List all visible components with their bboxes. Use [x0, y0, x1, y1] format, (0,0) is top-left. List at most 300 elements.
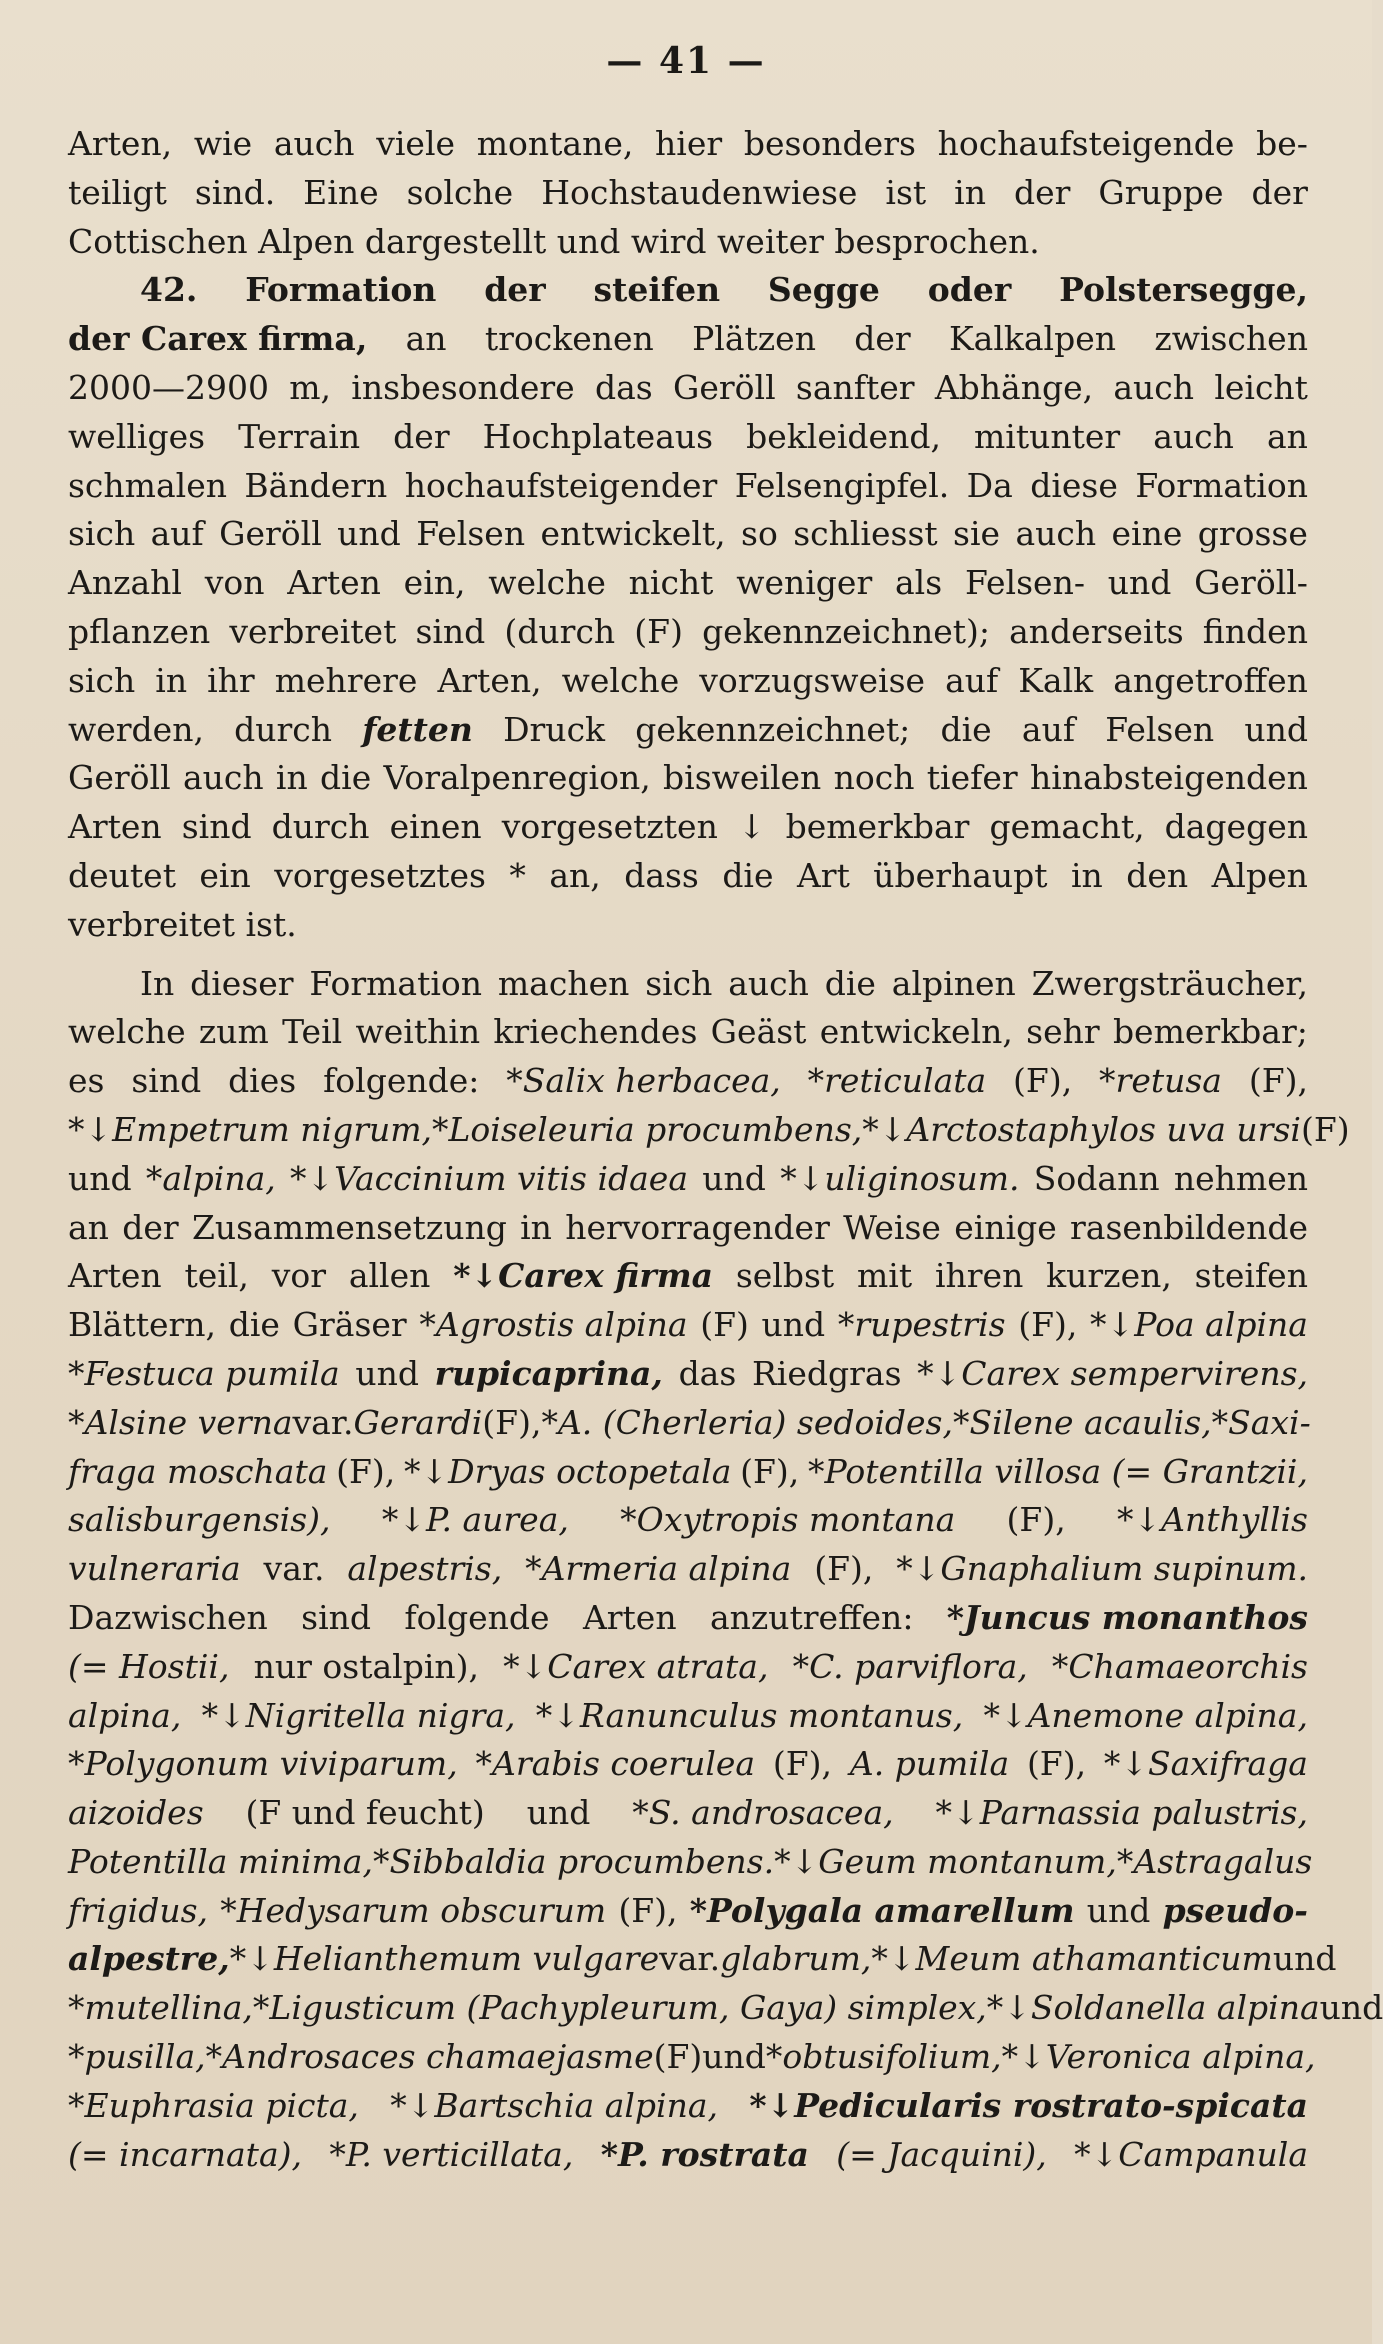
text-line [68, 1155, 1308, 1204]
word: nicht [628, 563, 714, 603]
word: gekennzeichnet; [635, 709, 911, 749]
word: *↓Nigritella nigra, [201, 1695, 516, 1735]
word: *Salix herbacea, [506, 1061, 781, 1101]
word: sich [68, 660, 136, 700]
word: der [854, 319, 911, 359]
word: an [68, 1207, 109, 1247]
word: fetten [362, 709, 473, 749]
word: *Polygonum viviparum, [68, 1744, 458, 1784]
word: so [741, 514, 778, 554]
word: an [1266, 416, 1308, 456]
word: bekleidend, [746, 416, 941, 456]
word: Gruppe [1098, 172, 1224, 212]
word: auf [945, 660, 999, 700]
word: *↓Anthyllis [1116, 1500, 1308, 1540]
word: der [1013, 172, 1071, 212]
word: vulneraria [68, 1549, 241, 1589]
word: Teil [282, 1012, 343, 1052]
word: hier [655, 124, 723, 163]
word: var. [292, 1402, 354, 1442]
word: vor [271, 1256, 326, 1296]
word: Polstersegge, [1059, 270, 1308, 310]
word: mehrere [274, 660, 418, 700]
word: einen [389, 807, 482, 847]
word: bemerkbar; [1112, 1012, 1308, 1052]
text-line [68, 1204, 1308, 1253]
word: *P. rostrata [600, 2134, 809, 2174]
word: mitunter [974, 416, 1121, 456]
word: sind. [194, 172, 276, 212]
word: (F) [700, 1305, 749, 1345]
word: wie [193, 124, 253, 163]
word: Segge [767, 270, 880, 310]
word: A. pumila [849, 1744, 1010, 1784]
word: *rupestris [837, 1305, 1006, 1345]
word: *↓Campanula [1074, 2134, 1308, 2174]
word: *Potentilla villosa (= Grantzii, [807, 1451, 1308, 1491]
word: auf [150, 514, 204, 554]
word: auch [182, 758, 264, 798]
word: *Androsaces chamaejasme [205, 2037, 654, 2077]
word: der [122, 1207, 179, 1247]
word: In [140, 963, 175, 1003]
word: Plätzen [692, 319, 816, 359]
word: Gerardi [353, 1402, 483, 1442]
word: *C. parviflora, [792, 1646, 1028, 1686]
word: Anzahl [68, 563, 182, 603]
word: Felsengipfel. [734, 465, 950, 505]
word: Zusammensetzung [191, 1207, 507, 1247]
word: grosse [1197, 514, 1308, 554]
word: *Hedysarum obscurum [220, 1890, 607, 1930]
word: die [228, 1305, 280, 1345]
word: *↓Empetrum nigrum, [68, 1109, 432, 1149]
word: Sodann [1033, 1158, 1160, 1198]
word: in [275, 758, 308, 798]
word: bisweilen [663, 758, 822, 798]
word: *Oxytropis montana [620, 1500, 956, 1540]
word: alpestris, [347, 1549, 503, 1589]
word: 2000—2900 [68, 367, 269, 407]
word: *↓Dryas octopetala [403, 1451, 732, 1491]
word: rasenbildende [1070, 1207, 1308, 1247]
text-line [68, 1740, 1308, 1789]
text-line [68, 1935, 1337, 1984]
word: *A. (Cherleria) sedoides, [541, 1402, 953, 1442]
word: an [405, 319, 447, 359]
text-line [68, 2033, 1316, 2082]
word: Zwergsträucher, [1031, 963, 1308, 1003]
word: eine [1111, 514, 1183, 554]
text-line [68, 1448, 1308, 1497]
text-line [68, 2082, 1308, 2131]
word: folgende: [323, 1061, 480, 1101]
page-number: — 41 — [606, 40, 766, 82]
word: *S. androsacea, [632, 1793, 894, 1833]
word: sich [68, 514, 136, 554]
word: *↓Carex atrata, [503, 1646, 769, 1686]
text-line [68, 1984, 1383, 2033]
word: *P. verticillata, [329, 2134, 574, 2174]
word: pseudo- [1162, 1890, 1308, 1930]
word: (= incarnata), [68, 2134, 302, 2174]
word: Blättern, [68, 1305, 217, 1345]
word: salisburgensis), [68, 1500, 331, 1540]
word: Hochstaudenwiese [541, 172, 858, 212]
word: dieser [190, 963, 294, 1003]
word: zum [198, 1012, 269, 1052]
word: var. [263, 1549, 325, 1589]
word: schmalen [68, 465, 227, 505]
word: *↓Veronica alpina, [1001, 2037, 1316, 2077]
word: vorgesetztes [274, 855, 486, 895]
word: (= Hostii, [68, 1646, 230, 1686]
word: Cottischen Alpen dargestellt und wird weiter besprochen. [68, 221, 1040, 261]
word: durch [234, 709, 333, 749]
word: *↓Parnassia palustris, [935, 1793, 1308, 1833]
word: sanfter [795, 367, 915, 407]
word: *↓uliginosum. [780, 1158, 1020, 1198]
word: steifen [1194, 1256, 1308, 1296]
word: sich [645, 963, 713, 1003]
word: (F), [1018, 1305, 1078, 1345]
word: teil, [184, 1256, 249, 1296]
word: Arten, [437, 660, 542, 700]
word: es [68, 1061, 105, 1101]
word: *↓Soldanella alpina [986, 1988, 1320, 2028]
word: (= Jacquini), [836, 2134, 1047, 2174]
word: und [761, 1305, 826, 1345]
text-line [68, 1545, 1308, 1594]
text-line [68, 852, 1308, 901]
text-line [68, 559, 1308, 608]
text-line [68, 706, 1308, 755]
word: in [155, 660, 188, 700]
word: sind [131, 1061, 202, 1101]
word: (F) [653, 2037, 703, 2077]
word: *Silene acaulis, [952, 1402, 1212, 1442]
word: weithin [355, 1012, 481, 1052]
text-line [68, 510, 1308, 559]
text-line [68, 1399, 1311, 1448]
word: der Carex firma, [68, 319, 368, 359]
word: *reticulata [807, 1061, 987, 1101]
word: Eine [303, 172, 379, 212]
word: Formation [245, 270, 437, 310]
word: Geröll [672, 367, 776, 407]
word: *↓Carex firma [453, 1256, 714, 1296]
word: ihren [934, 1256, 1024, 1296]
text-line [68, 364, 1308, 413]
word: trockenen [484, 319, 654, 359]
word: *Saxi- [1211, 1402, 1311, 1442]
word: rupicaprina, [434, 1353, 663, 1393]
word: *↓Saxifraga [1103, 1744, 1308, 1784]
word: das [678, 1353, 737, 1393]
text-line [68, 218, 1308, 267]
word: *↓Pedicularis rostrato-spicata [749, 2085, 1308, 2125]
word: Geäst [710, 1012, 807, 1052]
word: *Juncus monanthos [946, 1597, 1308, 1637]
word: sind [301, 1597, 372, 1637]
word: *↓Arctostaphylos uva ursi [862, 1109, 1301, 1149]
word: var. [659, 1939, 721, 1979]
word: sind [181, 807, 252, 847]
word: sie [953, 514, 1001, 554]
word: glabrum, [720, 1939, 872, 1979]
word: (F), [740, 1451, 800, 1491]
text-line [68, 169, 1308, 218]
word: *Euphrasia picta, [68, 2085, 359, 2125]
text-line [68, 1301, 1308, 1350]
word: Formation [1135, 465, 1308, 505]
word: *Alsine verna [68, 1402, 293, 1442]
text-line [68, 1008, 1308, 1057]
text-line [68, 1594, 1308, 1643]
word: solche [406, 172, 514, 212]
word: *Arabis coerulea [475, 1744, 756, 1784]
word: werden, [68, 709, 204, 749]
word: den [1126, 855, 1189, 895]
word: tiefer [926, 758, 1018, 798]
word: Terrain [238, 416, 361, 456]
word: (F), [1006, 1500, 1066, 1540]
word: und [68, 1158, 132, 1198]
word: ist [885, 172, 927, 212]
word: kriechendes [493, 1012, 698, 1052]
word: Dazwischen [68, 1597, 268, 1637]
word: * [509, 855, 526, 895]
word: *↓Poa alpina [1090, 1305, 1308, 1345]
word: der [484, 270, 546, 310]
word: *↓Meum athamanticum [871, 1939, 1273, 1979]
word: *↓Ranunculus montanus, [535, 1695, 964, 1735]
word: *Loiseleuria procumbens, [432, 1109, 863, 1149]
text-line [68, 266, 1308, 315]
word: noch [833, 758, 915, 798]
word: *alpina, [145, 1158, 276, 1198]
word: in [520, 1207, 552, 1247]
word: an, [549, 855, 601, 895]
word: *retusa [1099, 1061, 1222, 1101]
text-line [68, 1496, 1308, 1545]
word: frigidus, [68, 1890, 209, 1930]
word: Geröll [68, 758, 171, 798]
word: entwickeln, [819, 1012, 1013, 1052]
word: ein [199, 855, 251, 895]
word: ihr [207, 660, 255, 700]
word: auch [728, 963, 809, 1003]
word: in [1070, 855, 1103, 895]
word: *Chamaeorchis [1051, 1646, 1308, 1686]
text-line [68, 1838, 1313, 1887]
word: (F), [336, 1451, 396, 1491]
word: *Ligusticum (Pachypleurum, Gaya) simplex, [252, 1988, 987, 2028]
word: auf [1021, 709, 1076, 749]
text-line [68, 1252, 1308, 1301]
text-line [68, 413, 1308, 462]
word: *↓P. aurea, [381, 1500, 569, 1540]
text-line [68, 1887, 1308, 1936]
word: der [1251, 172, 1308, 212]
word: *Astragalus [1116, 1841, 1313, 1881]
word: die [824, 963, 876, 1003]
word: besonders [743, 124, 916, 163]
word: und [1272, 1939, 1337, 1979]
word: ein, [403, 563, 466, 603]
text-line [68, 315, 1308, 364]
word: Felsen [416, 514, 526, 554]
word: machen [497, 963, 630, 1003]
word: dies [228, 1061, 297, 1101]
word: vorgesetzten [501, 807, 718, 847]
word: schliesst [793, 514, 938, 554]
word: *Agrostis alpina [419, 1305, 688, 1345]
text-line [68, 1789, 1308, 1838]
word: *Festuca pumila [68, 1353, 340, 1393]
word: Riedgras [751, 1353, 902, 1393]
word: welche [488, 563, 606, 603]
text-line [68, 960, 1308, 1009]
word: allen [348, 1256, 431, 1296]
word: Weise [843, 1207, 941, 1247]
word: Geröll [219, 514, 322, 554]
word: von [204, 563, 265, 603]
word: entwickelt, [540, 514, 726, 554]
word: (F), [482, 1402, 542, 1442]
word: Geröll- [1194, 563, 1308, 603]
word: die [722, 855, 774, 895]
word: *↓Vaccinium vitis idaea [290, 1158, 689, 1198]
word: ↓ [737, 807, 766, 847]
text-line [68, 1643, 1308, 1692]
word: verbreitet ist. [68, 904, 297, 944]
word: als [895, 563, 943, 603]
word: finden [1202, 611, 1308, 651]
word: Art [796, 855, 850, 895]
word: hervorragender [565, 1207, 830, 1247]
body-text [68, 120, 1383, 2179]
word: *pusilla, [68, 2037, 206, 2077]
word: (durch [504, 611, 616, 651]
word: alpina, [68, 1695, 182, 1735]
word: gemacht, [989, 807, 1145, 847]
word: und [355, 1353, 419, 1393]
word: Alpen [1211, 855, 1308, 895]
word: durch [271, 807, 370, 847]
word: Kalkalpen [949, 319, 1117, 359]
word: *Polygala amarellum [689, 1890, 1075, 1930]
word: (F) [1300, 1109, 1350, 1149]
word: der [393, 416, 450, 456]
word: *Armeria alpina [525, 1549, 792, 1589]
word: Abhänge, [934, 367, 1094, 407]
word: Da [966, 465, 1013, 505]
word: die [320, 758, 372, 798]
word: einige [954, 1207, 1057, 1247]
word: die [940, 709, 992, 749]
word: oder [927, 270, 1012, 310]
text-line [68, 120, 1308, 169]
word: mit [857, 1256, 913, 1296]
word: und [1319, 1988, 1383, 2028]
word: insbesondere [351, 367, 575, 407]
word: (F), [1026, 1744, 1087, 1784]
word: Potentilla minima, [68, 1841, 373, 1881]
text-line [68, 1106, 1350, 1155]
word: pflanzen [68, 611, 211, 651]
word: nur ostalpin), [253, 1646, 479, 1686]
word: und [1086, 1890, 1151, 1930]
word: welche [561, 660, 680, 700]
word: Bändern [244, 465, 388, 505]
word: gekennzeichnet); [702, 611, 990, 651]
word: (F), [1013, 1061, 1073, 1101]
word: und [1107, 563, 1172, 603]
word: (F), [1248, 1061, 1308, 1101]
text-line [68, 657, 1308, 706]
word: be- [1256, 124, 1308, 163]
word: steifen [593, 270, 721, 310]
word: *mutellina, [68, 1988, 253, 2028]
word: Kalk [1018, 660, 1094, 700]
word: weniger [736, 563, 873, 603]
word: vorzugsweise [699, 660, 926, 700]
word: das [594, 367, 653, 407]
word: diese [1030, 465, 1118, 505]
text-line [68, 462, 1308, 511]
word: sehr [1026, 1012, 1100, 1052]
word: (F), [618, 1890, 678, 1930]
word: leicht [1214, 367, 1308, 407]
word: hochaufsteigender [404, 465, 718, 505]
text-line [68, 754, 1308, 803]
word: und [526, 1793, 591, 1833]
word: *↓Carex sempervirens, [917, 1353, 1308, 1393]
text-line [68, 1057, 1308, 1106]
word: viele [376, 124, 456, 163]
text-line [68, 1350, 1308, 1399]
paragraph-gap [68, 950, 1308, 960]
word: verbreitet [229, 611, 397, 651]
word: fraga moschata [68, 1451, 328, 1491]
word: angetroffen [1113, 660, 1308, 700]
word: Arten [287, 563, 381, 603]
word: Felsen [1105, 709, 1215, 749]
text-line [68, 608, 1308, 657]
word: auch [1113, 367, 1195, 407]
word: dass [624, 855, 699, 895]
word: und [1244, 709, 1308, 749]
word: Felsen- [964, 563, 1085, 603]
word: hochaufsteigende [937, 124, 1235, 163]
word: anderseits [1009, 611, 1184, 651]
word: (F und feucht) [245, 1793, 485, 1833]
word: und [702, 2037, 766, 2077]
word: kurzen, [1046, 1256, 1172, 1296]
word: Arten [68, 807, 162, 847]
word: anzutreffen: [709, 1597, 914, 1637]
word: auch [273, 124, 355, 163]
text-line [68, 2131, 1308, 2180]
word: alpinen [891, 963, 1016, 1003]
word: sind [415, 611, 486, 651]
word: (F), [772, 1744, 833, 1784]
word: Voralpenregion, [383, 758, 651, 798]
word: überhaupt [873, 855, 1048, 895]
word: Druck [503, 709, 606, 749]
word: in [954, 172, 986, 212]
